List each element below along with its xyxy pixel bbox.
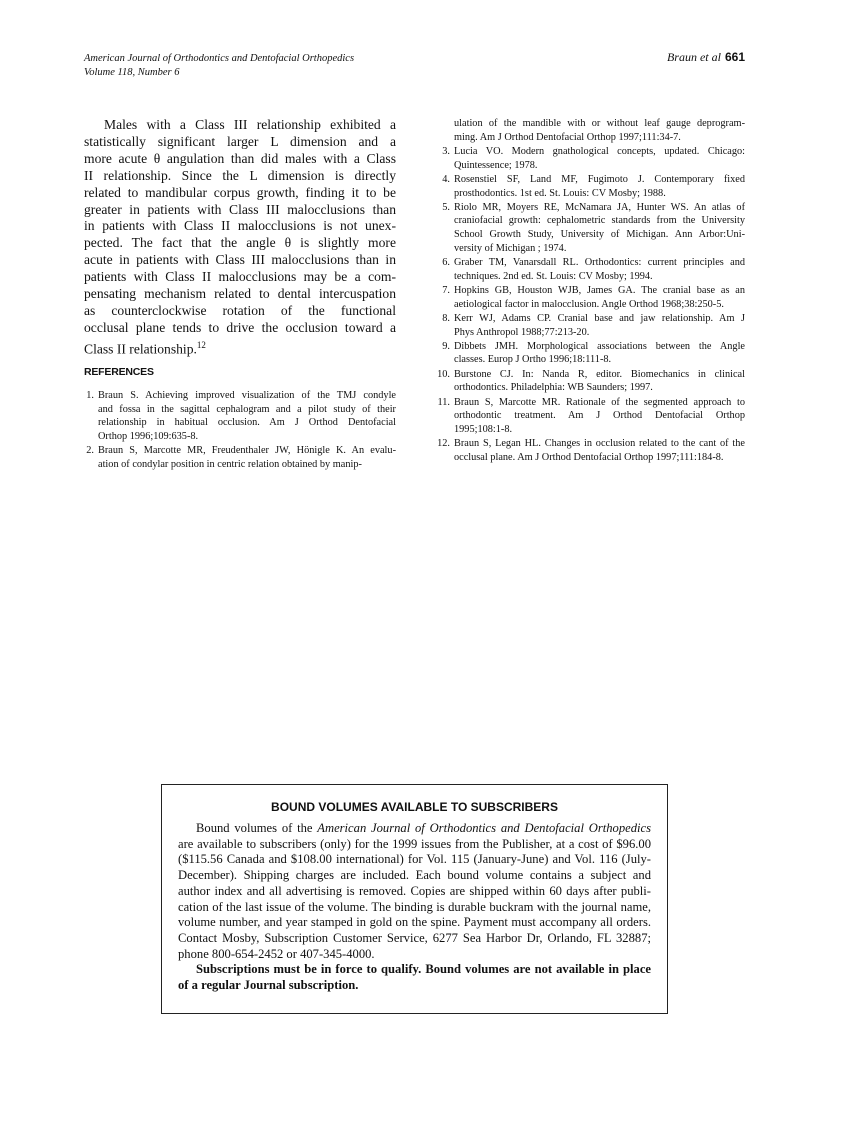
reference-line: School Growth Study, University of Michigan. Ann Arbor:Uni- [454, 229, 745, 241]
reference-number: 11. [437, 396, 450, 408]
reference-number: 2. [86, 445, 94, 457]
text-line: are available to subscribers (only) for the 1999 issues from the Publisher, at a cost of $96.00 [178, 836, 651, 851]
bold-text-line: Subscriptions must be in force to qualify. Bound volumes are not available in place [196, 962, 651, 977]
journal-title: American Journal of Orthodontics and Dentofacial Orthopedics [317, 821, 651, 835]
text-line: pensating mechanism related to dental intercuspation [84, 286, 396, 302]
reference-number: 3. [442, 145, 450, 157]
reference-line: Phys Anthropol 1988;77:213-20. [454, 326, 590, 338]
reference-line: ulation of the mandible with or without leaf gauge deprogram- [454, 118, 745, 129]
reference-number: 5. [442, 201, 450, 213]
reference-line: Graber TM, Vanarsdall RL. Orthodontics: current principles and [454, 257, 745, 269]
reference-number: 6. [442, 257, 450, 269]
reference-line: Braun S, Marcotte MR. Rationale of the segmented approach to [454, 396, 745, 408]
text-line: in patients with Class II malocclusions is not unex- [84, 218, 396, 234]
reference-line: ming. Am J Orthod Dentofacial Orthop 1997;111:34-7. [454, 131, 681, 143]
reference-line: Braun S, Marcotte MR, Freudenthaler JW, Hönigle K. An evalu- [98, 445, 396, 457]
text-line: author index and all advertising is removed. Copies are shipped within 60 days after publi- [178, 883, 651, 898]
text-line: related to mandibular corpus growth, finding it to be [84, 184, 396, 200]
reference-item [440, 145, 745, 172]
page-number: 661 [724, 50, 745, 64]
reference-line: Braun S, Legan HL. Changes in occlusion related to the cant of the [454, 438, 745, 450]
text-line [84, 337, 396, 358]
running-header-right [667, 50, 745, 64]
reference-number: 7. [442, 284, 450, 296]
reference-line: Burstone CJ. In: Nanda R, editor. Biomechanics in clinical [454, 368, 745, 380]
reference-line: Hopkins GB, Houston WJB, James GA. The cranial base as an [454, 284, 745, 296]
reference-number: 12. [437, 438, 450, 450]
bold-text-line: of a regular Journal subscription. [178, 978, 359, 993]
running-header-left [84, 52, 354, 80]
text-line: Males with a Class III relationship exhibited a [104, 117, 396, 132]
text-line [178, 821, 651, 837]
reference-line: aetiological factor in malocclusion. Angle Orthod 1968;38:250-5. [454, 298, 724, 310]
references-list-right [437, 117, 745, 465]
reference-item [84, 444, 396, 471]
text-line: as counterclockwise rotation of the functional [84, 302, 396, 318]
reference-item [84, 389, 396, 444]
reference-line: Lucia VO. Modern gnathological concepts, updated. Chicago: [454, 145, 745, 157]
reference-item [440, 117, 745, 144]
reference-line: relationship in habitual occlusion. Am J Orthod Dentofacial [98, 417, 396, 429]
reference-number: 4. [442, 173, 450, 185]
volume-number: Volume 118, Number 6 [84, 67, 180, 78]
reference-item [440, 284, 745, 311]
body-paragraph [84, 117, 396, 358]
reference-line: Orthop 1996;109:635-8. [98, 431, 199, 443]
reference-item [437, 396, 745, 437]
reference-line: orthodontics. Philadelphia: WB Saunders; 1997. [454, 382, 653, 394]
reference-line: Riolo MR, Moyers RE, McNamara JA, Hunter WS. An atlas of [454, 201, 745, 213]
notice-body [178, 821, 651, 994]
reference-line: Braun S. Achieving improved visualization of the TMJ condyle [98, 390, 396, 401]
reference-line: classes. Europ J Ortho 1996;18:111-8. [454, 354, 612, 366]
reference-item [440, 256, 745, 283]
notice-title: BOUND VOLUMES AVAILABLE TO SUBSCRIBERS [271, 800, 558, 814]
text-line: phone 800-654-2452 or 407-345-4000. [178, 946, 375, 961]
reference-item [437, 368, 745, 395]
reference-item [440, 201, 745, 256]
reference-line: 1995;108:1-8. [454, 423, 513, 435]
text: Bound volumes of the [196, 821, 318, 835]
reference-item [437, 437, 745, 464]
reference-line: craniofacial growth: cephalometric standards from the University [454, 215, 745, 227]
text-line: cation of the last issue of the volume. The binding is durable buckram with the journal name, [178, 899, 651, 914]
reference-line: Dibbets JMH. Morphological associations between the Angle [454, 340, 745, 352]
text-line: statistically significant larger L dimension and a [84, 133, 396, 149]
reference-number: 8. [442, 312, 450, 324]
text-line: ($115.56 Canada and $108.00 international) for Vol. 115 (January-June) and Vol. 116 (July- [178, 852, 651, 867]
text-line: patients with Class II malocclusions may be a com- [84, 269, 396, 285]
reference-line: occlusal plane. Am J Orthod Dentofacial Orthop 1997;111:184-8. [454, 451, 724, 463]
text-line: II relationship. Since the L dimension is directly [84, 167, 396, 183]
reference-line: ation of condylar position in centric relation obtained by manip- [98, 459, 362, 471]
reference-item [440, 340, 745, 367]
text-line: occlusal plane tends to drive the occlusion toward a [84, 319, 396, 335]
references-list-left [84, 389, 396, 472]
text: Class II relationship. [84, 341, 197, 357]
text-line: December). Shipping charges are included. Each bound volume contains a subject and [178, 868, 651, 883]
text-line: pected. The fact that the angle θ is slightly more [84, 235, 396, 251]
reference-line: prosthodontics. 1st ed. St. Louis: CV Mosby; 1988. [454, 187, 666, 199]
text-line: acute in patients with Class III malocclusions than in [84, 252, 396, 268]
text-line: more acute θ angulation than did males with a Class [84, 150, 396, 166]
references-heading: REFERENCES [84, 366, 154, 378]
reference-line: orthodontic treatment. Am J Orthod Dentofacial Orthop [454, 410, 745, 422]
text-line: greater in patients with Class III malocclusions than [84, 201, 396, 217]
text-line: Contact Mosby, Subscription Customer Service, 6277 Sea Harbor Dr, Orlando, FL 32887; [178, 930, 651, 945]
author: Braun et al [666, 50, 721, 64]
reference-item [440, 173, 745, 200]
journal-name: American Journal of Orthodontics and Dentofacial Orthopedics [84, 53, 355, 64]
reference-item [440, 312, 745, 339]
reference-line: Quintessence; 1978. [454, 159, 538, 171]
reference-line: techniques. 2nd ed. St. Louis: CV Mosby; 1994. [454, 270, 653, 282]
reference-line: and fossa in the sagittal cephalogram and a pilot study of their [98, 403, 396, 415]
text-line: volume number, and year stamped in gold on the spine. Payment must accompany all orders. [178, 915, 651, 930]
bound-volumes-notice [161, 784, 668, 1014]
reference-number: 1. [86, 390, 94, 401]
reference-number: 9. [442, 340, 450, 352]
citation-superscript: 12 [196, 339, 206, 350]
reference-line: Kerr WJ, Adams CP. Cranial base and jaw relationship. Am J [454, 312, 745, 324]
reference-number: 10. [437, 368, 450, 380]
reference-line: Rosenstiel SF, Land MF, Fugimoto J. Contemporary fixed [454, 173, 745, 185]
reference-line: versity of Michigan ; 1974. [454, 242, 567, 254]
